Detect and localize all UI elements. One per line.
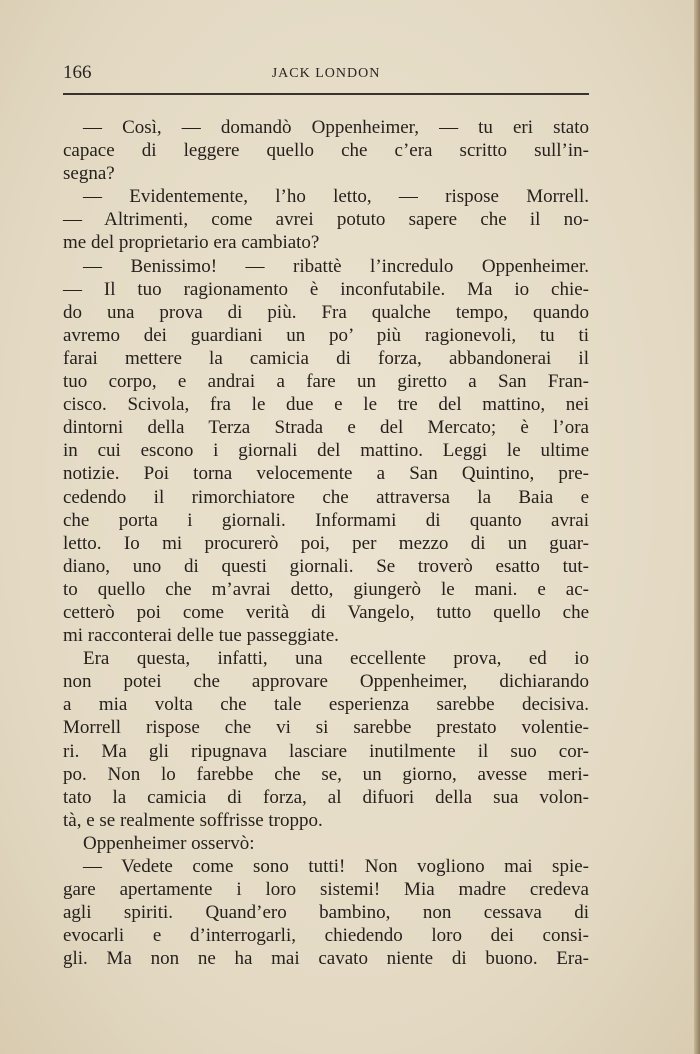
text-line: — Altrimenti, come avrei potuto sapere che il no- [63, 209, 589, 231]
body-text [63, 116, 589, 970]
text-line: — Evidentemente, l’ho letto, — rispose Morrell. [83, 186, 589, 208]
page-number: 166 [63, 62, 92, 83]
text-line: in cui escono i giornali del mattino. Leggi le ultime [63, 440, 589, 462]
text-line: cisco. Scivola, fra le due e le tre del mattino, nei [63, 394, 589, 416]
text-line: farai mettere la camicia di forza, abbandonerai il [63, 347, 589, 369]
text-line: notizie. Poi torna velocemente a San Quintino, pre- [63, 463, 589, 485]
text-line: — Il tuo ragionamento è inconfutabile. Ma io chie- [63, 278, 589, 300]
text-line: me del proprietario era cambiato? [63, 232, 320, 254]
text-line: segna? [63, 163, 115, 185]
header-rule [63, 93, 589, 95]
text-line: ri. Ma gli ripugnava lasciare inutilmente il suo cor- [63, 740, 589, 762]
text-line: do una prova di più. Fra qualche tempo, quando [63, 301, 589, 323]
text-line: evocarli e d’interrogarli, chiedendo loro dei consi- [63, 925, 589, 947]
text-line: mi racconterai delle tue passeggiate. [63, 625, 339, 647]
text-line: cedendo il rimorchiatore che attraversa la Baia e [63, 486, 589, 508]
text-line: po. Non lo farebbe che se, un giorno, avesse meri- [63, 763, 589, 785]
text-line: to quello che m’avrai detto, giungerò le mani. e ac- [63, 578, 589, 600]
text-line: gare apertamente i loro sistemi! Mia madre credeva [63, 879, 589, 901]
text-line: avremo dei guardiani un po’ più ragionevoli, tu ti [63, 324, 589, 346]
page-edge [694, 0, 700, 1054]
text-line: agli spiriti. Quand’ero bambino, non cessava di [63, 902, 589, 924]
text-line: — Così, — domandò Oppenheimer, — tu eri stato [83, 117, 589, 138]
text-line: cetterò poi come verità di Vangelo, tutto quello che [63, 601, 589, 623]
text-line: — Benissimo! — ribattè l’incredulo Oppenheimer. [83, 255, 589, 277]
text-line: tà, e se realmente soffrisse troppo. [63, 809, 323, 831]
text-line: non potei che approvare Oppenheimer, dichiarando [63, 671, 589, 693]
page-header [63, 60, 589, 88]
text-line: Oppenheimer osservò: [83, 832, 255, 854]
text-line: a mia volta che tale esperienza sarebbe decisiva. [63, 694, 589, 716]
text-line: dintorni della Terza Strada e del Mercato; è l’ora [63, 417, 589, 439]
text-line: gli. Ma non ne ha mai cavato niente di buono. Era- [63, 948, 589, 970]
text-line: tuo corpo, e andrai a fare un giretto a San Fran- [63, 371, 589, 393]
text-line: — Vedete come sono tutti! Non vogliono mai spie- [83, 856, 589, 877]
text-line: diano, uno di questi giornali. Se troverò esatto tut- [63, 555, 589, 577]
text-line: tato la camicia di forza, al difuori della sua volon- [63, 786, 589, 808]
text-line: letto. Io mi procurerò poi, per mezzo di un guar- [63, 532, 589, 554]
text-line: Era questa, infatti, una eccellente prova, ed io [83, 648, 589, 670]
text-line: Morrell rispose che vi si sarebbe prestato volentie- [63, 717, 589, 739]
text-line: capace di leggere quello che c’era scritto sull’in- [63, 140, 589, 162]
text-line: che porta i giornali. Informami di quanto avrai [63, 509, 589, 531]
running-title: JACK LONDON [271, 66, 381, 81]
